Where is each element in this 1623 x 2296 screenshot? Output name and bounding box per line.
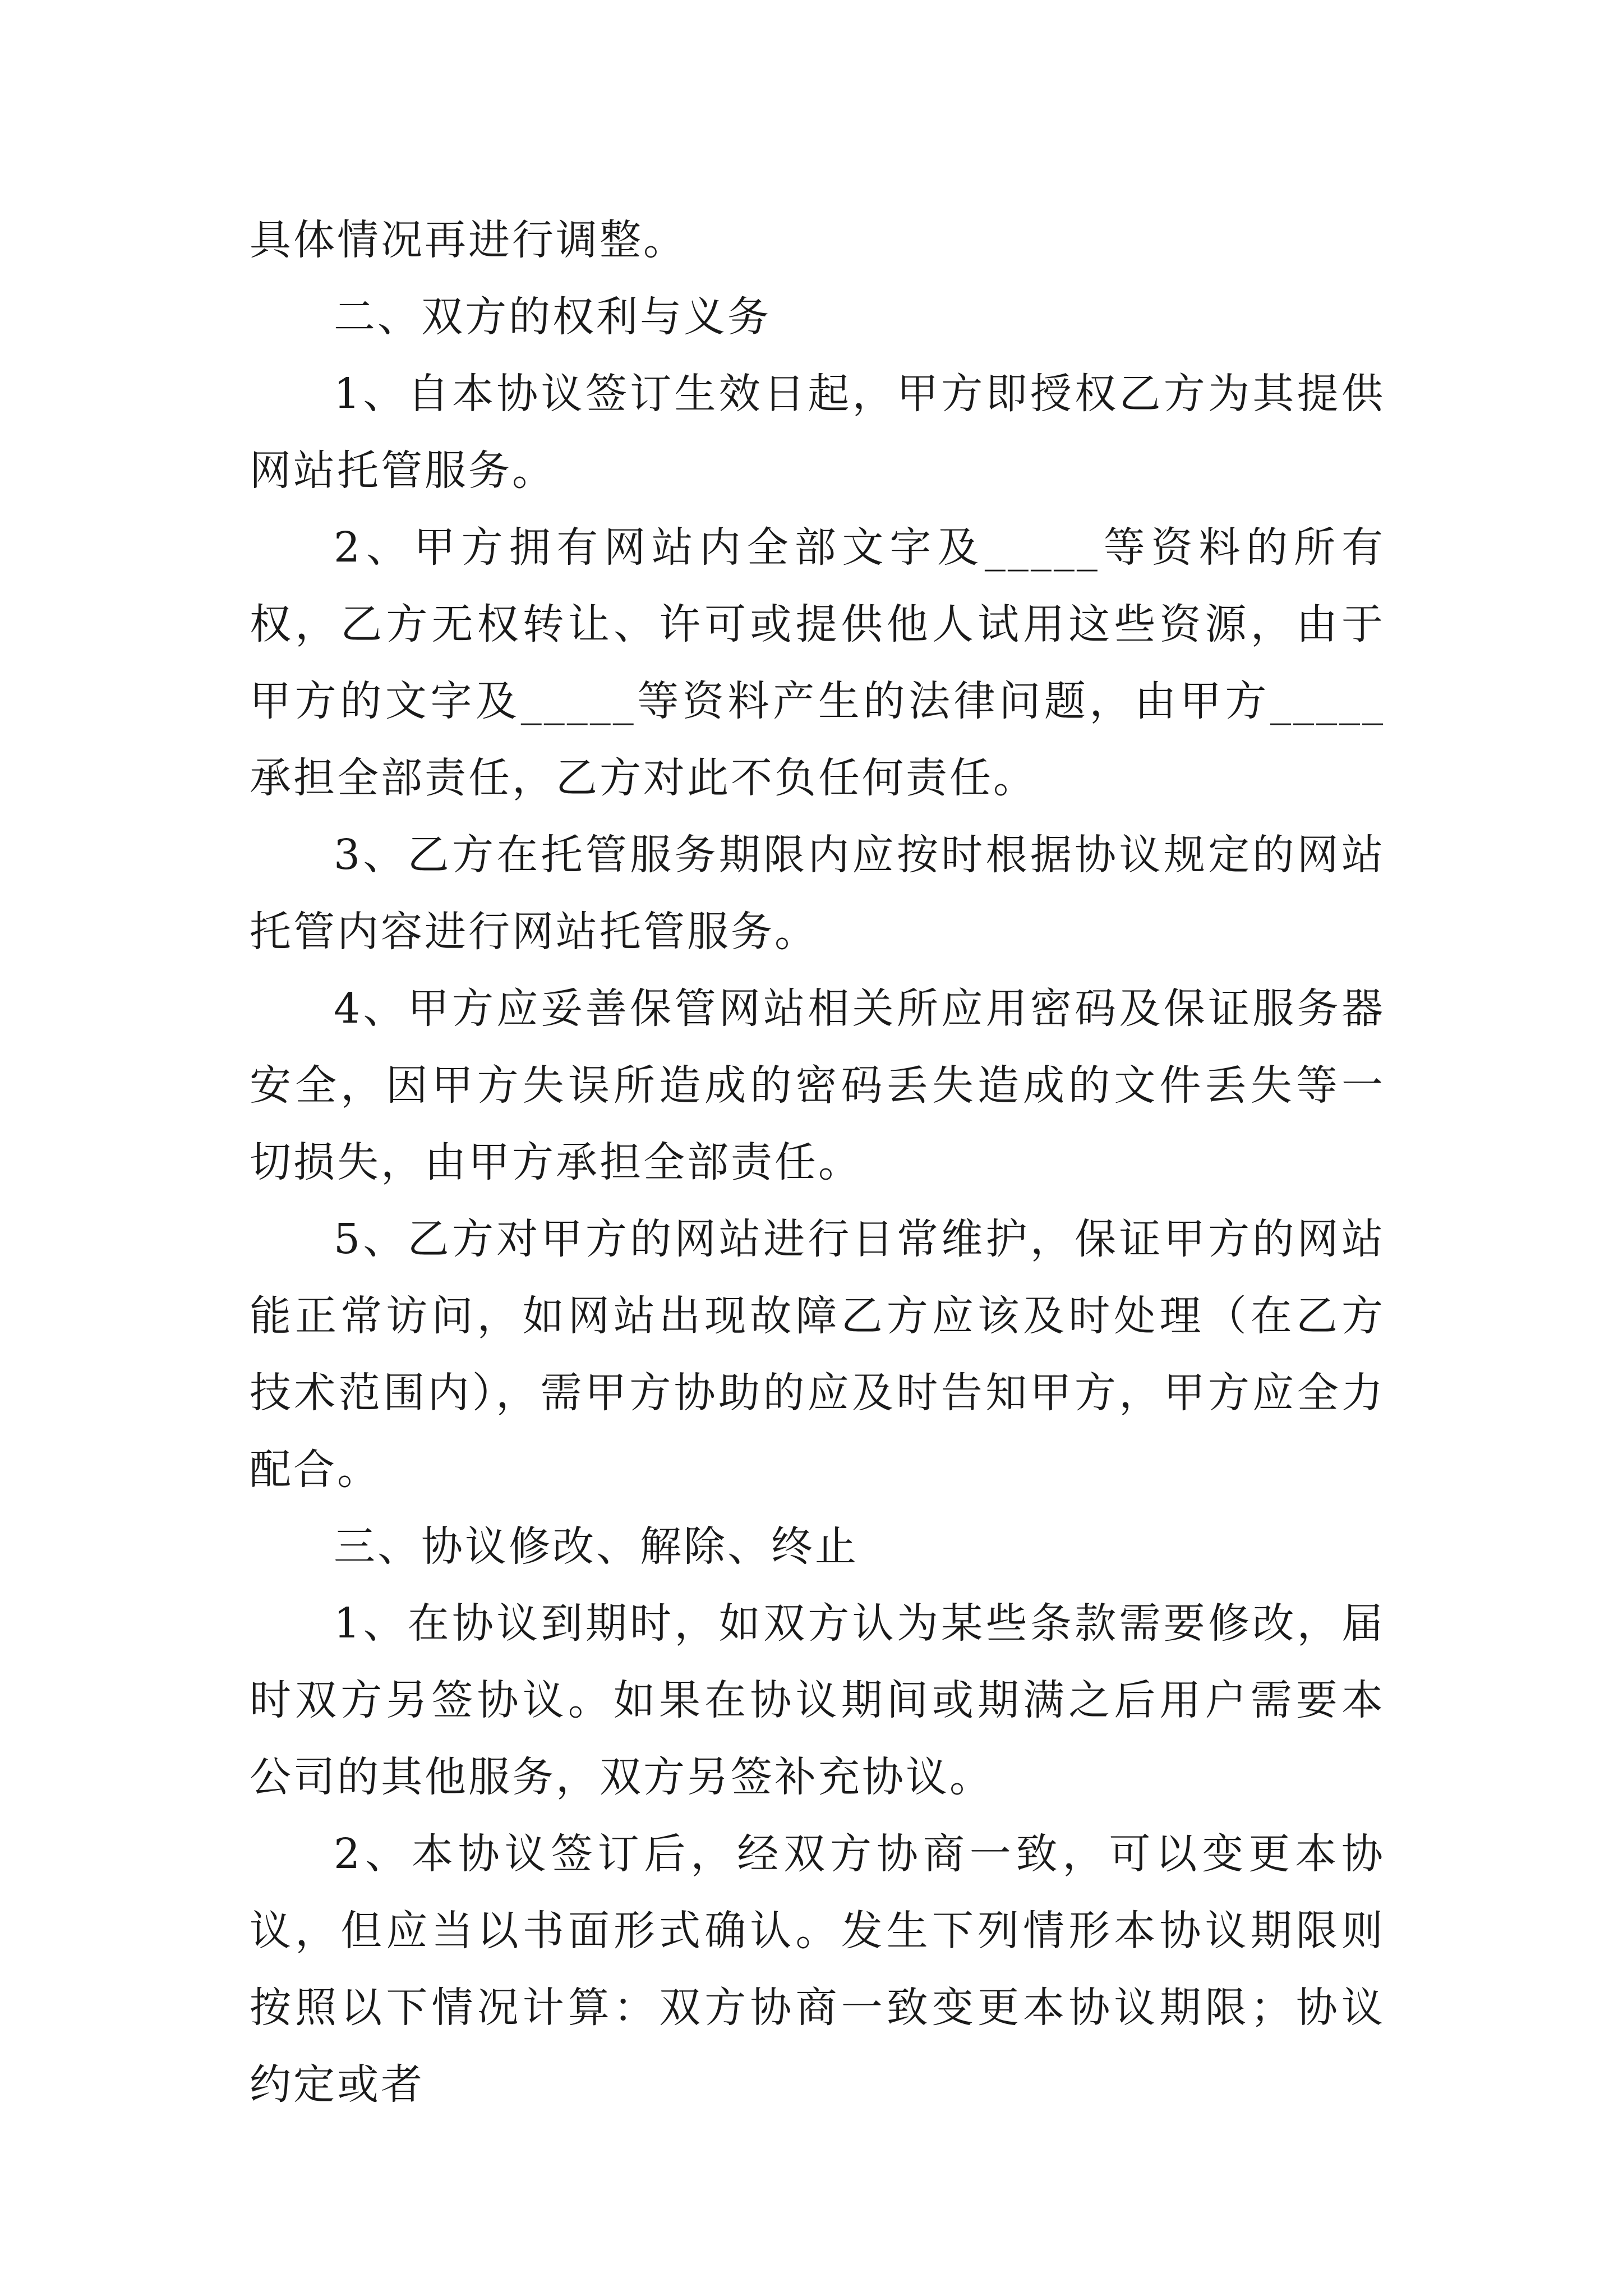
- paragraph-continuation: 具体情况再进行调整。: [250, 216, 687, 264]
- section-heading-rights-obligations: 二、双方的权利与义务: [334, 293, 771, 341]
- section-heading-modification-termination: 三、协议修改、解除、终止: [334, 1522, 859, 1571]
- clause-2-4: 4、甲方应妥善保管网站相关所应用密码及保证服务器安全，因甲方失误所造成的密码丢失造成的文件丢失等一切损失，由甲方承担全部责任。: [250, 984, 1385, 1186]
- clause-3-1: 1、在协议到期时，如双方认为某些条款需要修改，届时双方另签协议。如果在协议期间或期满之后用户需要本公司的其他服务，双方另签补充协议。: [250, 1599, 1385, 1801]
- clause-3-2: 2、本协议签订后，经双方协商一致，可以变更本协议，但应当以书面形式确认。发生下列情形本协议期限则按照以下情况计算：双方协商一致变更本协议期限；协议约定或者: [250, 1830, 1385, 2109]
- clause-2-1: 1、自本协议签订生效日起，甲方即授权乙方为其提供网站托管服务。: [250, 370, 1385, 495]
- clause-2-3: 3、乙方在托管服务期限内应按时根据协议规定的网站托管内容进行网站托管服务。: [250, 831, 1385, 956]
- document-page: [250, 202, 1385, 2123]
- clause-2-2: 2、甲方拥有网站内全部文字及_____等资料的所有权，乙方无权转让、许可或提供他人试用这些资源，由于甲方的文字及_____等资料产生的法律问题，由甲方_____承担全部责任，乙方对此不负任何责任。: [250, 523, 1385, 802]
- clause-2-5: 5、乙方对甲方的网站进行日常维护，保证甲方的网站能正常访问，如网站出现故障乙方应该及时处理（在乙方技术范围内），需甲方协助的应及时告知甲方，甲方应全力配合。: [250, 1215, 1385, 1494]
